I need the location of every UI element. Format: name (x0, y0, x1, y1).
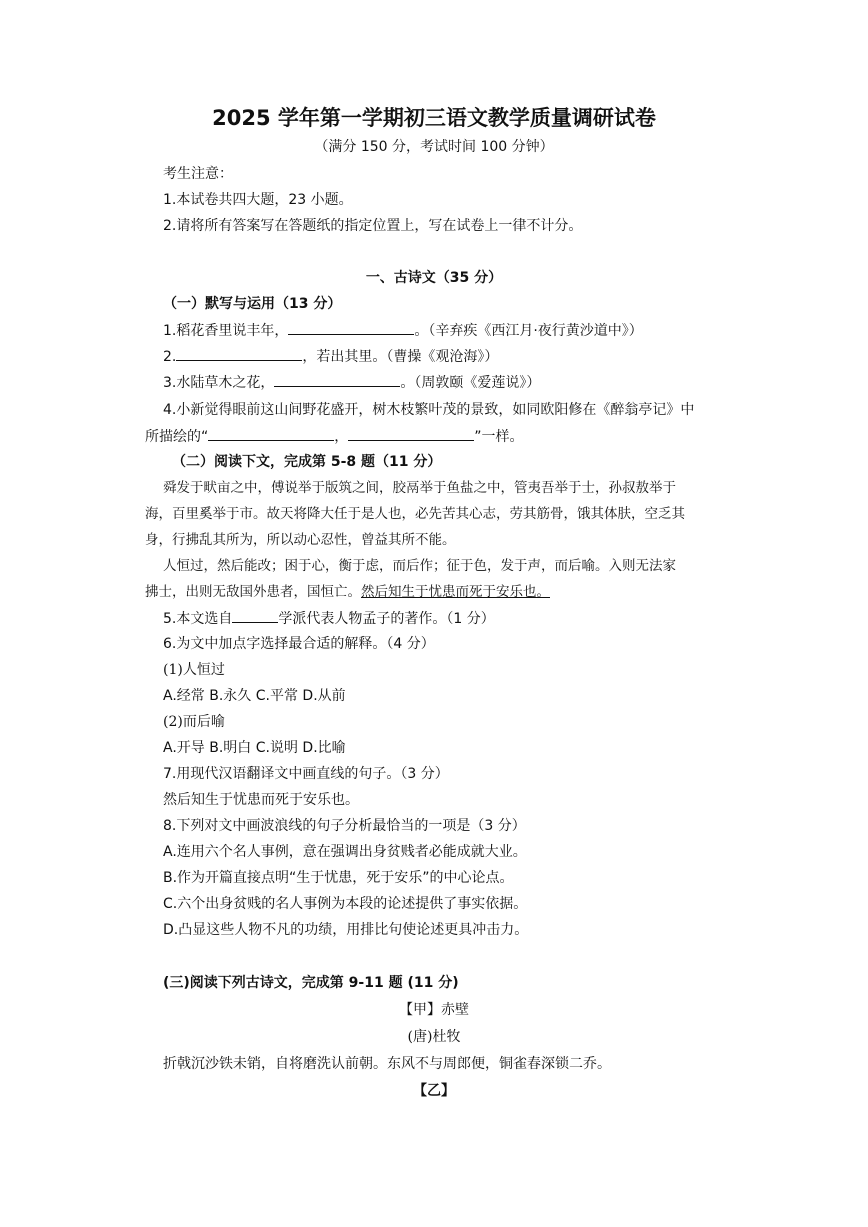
poem-a-author: (唐)杜牧 (407, 1029, 461, 1045)
answer-blank[interactable] (348, 426, 474, 441)
answer-blank[interactable] (288, 320, 414, 335)
question-8-option-d: D.凸显这些人物不凡的功绩，用排比句使论述更具冲击力。 (163, 922, 529, 938)
question-4-suffix: ”一样。 (474, 429, 524, 445)
question-2 (163, 346, 498, 367)
question-5-suffix: 学派代表人物孟子的著作。（1 分） (278, 611, 495, 627)
question-5 (163, 608, 495, 629)
question-5-prefix: 5.本文选自 (163, 611, 233, 627)
part-1-title: （一）默写与运用（13 分） (163, 296, 342, 312)
question-6-sub-2: (2)而后喻 (163, 714, 225, 730)
passage-p1-line-1: 舜发于畎亩之中，傅说举于版筑之间，胶鬲举于鱼盐之中，管夷吾举于士，孙叔敖举于 (163, 480, 676, 496)
part-3-title: (三)阅读下列古诗文，完成第 9-11 题 (11 分) (163, 975, 459, 991)
question-8-option-a: A.连用六个名人事例，意在强调出身贫贱者必能成就大业。 (163, 844, 527, 860)
notice-heading: 考生注意： (163, 166, 233, 182)
question-6-sub-2-options: A.开导 B.明白 C.说明 D.比喻 (163, 740, 346, 756)
question-7-stem: 7.用现代汉语翻译文中画直线的句子。（3 分） (163, 766, 449, 782)
question-4-line-1: 4.小新觉得眼前这山间野花盛开，树木枝繁叶茂的景致，如同欧阳修在《醉翁亭记》中 (163, 402, 695, 418)
question-8-stem: 8.下列对文中画波浪线的句子分析最恰当的一项是（3 分） (163, 818, 526, 834)
passage-p1-line-2: 海，百里奚举于市。故天将降大任于是人也，必先苦其心志，劳其筋骨，饿其体肤，空乏其 (145, 506, 685, 522)
answer-blank[interactable] (232, 608, 278, 623)
passage-p2-line-1: 人恒过，然后能改；困于心，衡于虑，而后作；征于色，发于声，而后喻。入则无法家 (163, 558, 676, 574)
question-3 (163, 372, 540, 393)
question-4-line-2 (145, 426, 524, 447)
question-8-option-c: C.六个出身贫贱的名人事例为本段的论述提供了事实依据。 (163, 896, 528, 912)
question-8-option-b: B.作为开篇直接点明“生于忧患，死于安乐”的中心论点。 (163, 870, 514, 886)
question-2-prefix: 2. (163, 349, 177, 365)
passage-p1-line-3: 身，行拂乱其所为，所以动心忍性，曾益其所不能。 (145, 532, 456, 548)
question-1-prefix: 1.稻花香里说丰年， (163, 323, 289, 339)
question-2-suffix: ，若出其里。（曹操《观沧海》） (302, 349, 499, 365)
question-7-sentence: 然后知生于忧患而死于安乐也。 (163, 792, 359, 808)
notice-item-1: 1.本试卷共四大题，23 小题。 (163, 192, 353, 208)
poem-a-text: 折戟沉沙铁未销，自将磨洗认前朝。东风不与周郎便，铜雀春深锁二乔。 (163, 1056, 611, 1072)
question-4-separator: ， (334, 429, 349, 445)
answer-blank[interactable] (176, 346, 302, 361)
passage-p2-line-2 (145, 582, 550, 602)
section-1-title: 一、古诗文（35 分） (365, 270, 503, 286)
question-3-suffix: 。（周敦颐《爱莲说》） (400, 375, 541, 391)
question-1 (163, 320, 643, 341)
question-6-sub-1-options: A.经常 B.永久 C.平常 D.从前 (163, 688, 346, 704)
poem-b-title: 【乙】 (413, 1083, 455, 1099)
question-3-prefix: 3.水陆草木之花， (163, 375, 275, 391)
question-1-suffix: 。（辛弃疾《西江月·夜行黄沙道中》） (414, 323, 643, 339)
answer-blank[interactable] (208, 426, 334, 441)
exam-title: 2025 学年第一学期初三语文教学质量调研试卷 (212, 106, 656, 130)
question-6-stem: 6.为文中加点字选择最合适的解释。（4 分） (163, 636, 435, 652)
question-6-sub-1: (1)人恒过 (163, 662, 225, 678)
exam-subtitle: （满分 150 分，考试时间 100 分钟） (314, 139, 554, 155)
underlined-sentence: 然后知生于忧患而死于安乐也。 (361, 584, 550, 600)
part-2-title: （二）阅读下文，完成第 5-8 题（11 分） (172, 454, 442, 470)
passage-text: 拂士，出则无敌国外患者，国恒亡。 (145, 584, 361, 600)
answer-blank[interactable] (274, 372, 400, 387)
notice-item-2: 2.请将所有答案写在答题纸的指定位置上，写在试卷上一律不计分。 (163, 218, 583, 234)
poem-a-title: 【甲】赤壁 (399, 1002, 469, 1018)
question-4-prefix: 所描绘的“ (145, 429, 209, 445)
